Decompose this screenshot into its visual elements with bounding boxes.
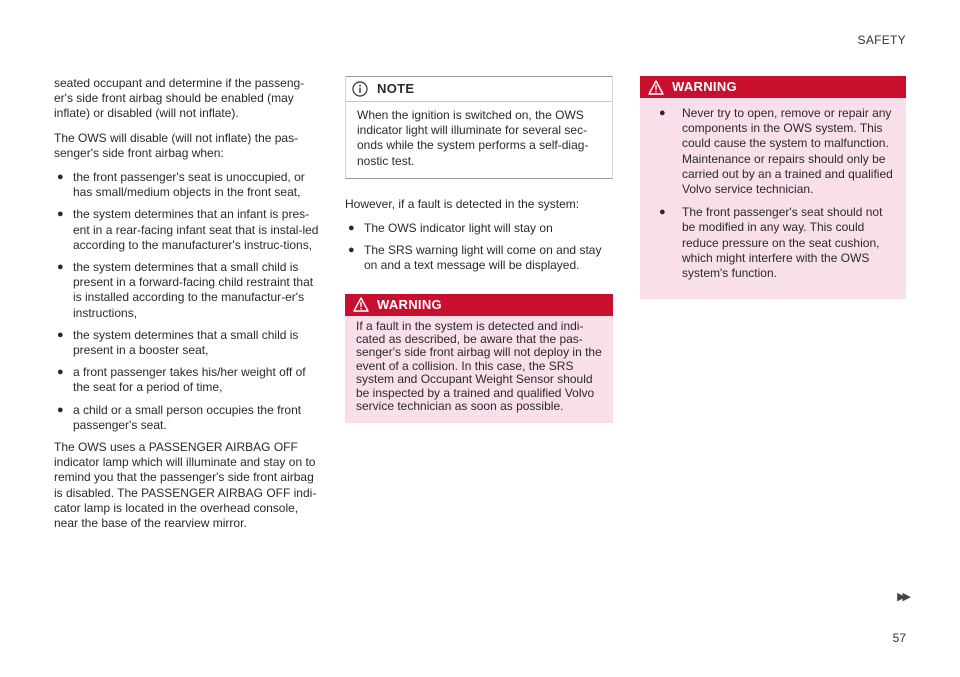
warning-header (345, 294, 613, 316)
warning-box (345, 294, 613, 424)
list-item: ● the front passenger's seat is unoccupied, or has small/medium objects in the front seat, (57, 170, 305, 200)
column-2 (345, 76, 613, 437)
bullet-icon: ● (57, 261, 64, 274)
bullet-icon: ● (57, 208, 64, 221)
bullet-icon: ● (348, 244, 355, 257)
bullet-icon: ● (57, 171, 64, 184)
bullet-icon: ● (57, 403, 64, 416)
list-item: ● the system determines that a small child is present in a forward-facing child restraint that is installed according to the manufactur-er's instructions, (57, 260, 314, 320)
paragraph: However, if a fault is detected in the system: (345, 196, 580, 211)
warning-title: WARNING (672, 79, 737, 95)
info-circle-icon (352, 81, 368, 97)
bullet-icon: ● (348, 222, 355, 235)
warning-text: If a fault in the system is detected and indi-cated as described, be aware that the pas-senger's side front airbag will not deploy in the event of a collision. In this case, the SRS system and Occupant Weight Sensor should be inspected by a trained and qualified Volvo service technician as soon as possible. (356, 318, 602, 414)
note-text: When the ignition is switched on, the OWS indicator light will illuminate for several sec-onds while the system performs a self-diag-nostic test. (357, 108, 589, 168)
list-item: ● a child or a small person occupies the front passenger's seat. (57, 402, 302, 432)
list-item: ● the system determines that an infant is pres-ent in a rear-facing infant seat that is instal-led according to the manufacturer's instruc-tions, (57, 207, 319, 252)
list-item: ● The SRS warning light will come on and stay on and a text message will be displayed. (348, 243, 602, 273)
warning-triangle-icon (353, 297, 369, 312)
paragraph: The OWS will disable (will not inflate) the pas-senger's side front airbag when: (54, 130, 299, 160)
warning-triangle-icon (648, 80, 664, 95)
bullet-icon: ● (57, 366, 64, 379)
column-3 (640, 76, 906, 313)
paragraph: The OWS uses a PASSENGER AIRBAG OFF indicator lamp which will illuminate and stay on to remind you that the passenger's side front airbag is disabled. The PASSENGER AIRBAG OFF indi-cator lamp is located in the overhead console, near the base of the rearview mirror. (54, 440, 317, 531)
column-1 (54, 76, 322, 540)
list-item: ● Never try to open, remove or repair any components in the OWS system. This could cause the system to malfunction. Maintenance or repairs should only be carried out by an a trained and qualified Volvo service technician. (659, 106, 893, 197)
warning-box (640, 76, 906, 299)
continue-arrows-icon: ▶▶ (897, 591, 908, 603)
bullet-icon: ● (659, 107, 666, 119)
warning-header (640, 76, 906, 98)
list-item: ● a front passenger takes his/her weight off of the seat for a period of time, (57, 365, 306, 395)
list-item: ● the system determines that a small child is present in a booster seat, (57, 327, 299, 358)
warning-title: WARNING (377, 297, 442, 313)
condition-list (54, 170, 322, 433)
fault-list (345, 221, 613, 274)
note-header (346, 77, 612, 102)
page-number: 57 (892, 631, 906, 645)
bullet-icon: ● (659, 206, 666, 219)
paragraph: seated occupant and determine if the passeng-er's side front airbag should be enabled (may inflate) or disabled (will not inflate). (54, 76, 305, 121)
bullet-icon: ● (57, 328, 64, 341)
warning-list (651, 106, 895, 281)
note-title: NOTE (377, 81, 415, 97)
list-item: ● The OWS indicator light will stay on (348, 221, 553, 236)
note-box (345, 76, 613, 179)
section-title: SAFETY (857, 33, 906, 47)
warning-content (640, 98, 906, 299)
list-item: ● The front passenger's seat should not be modified in any way. This could reduce pressure on the seat cushion, which might interfere with the OWS system's function. (659, 205, 883, 281)
